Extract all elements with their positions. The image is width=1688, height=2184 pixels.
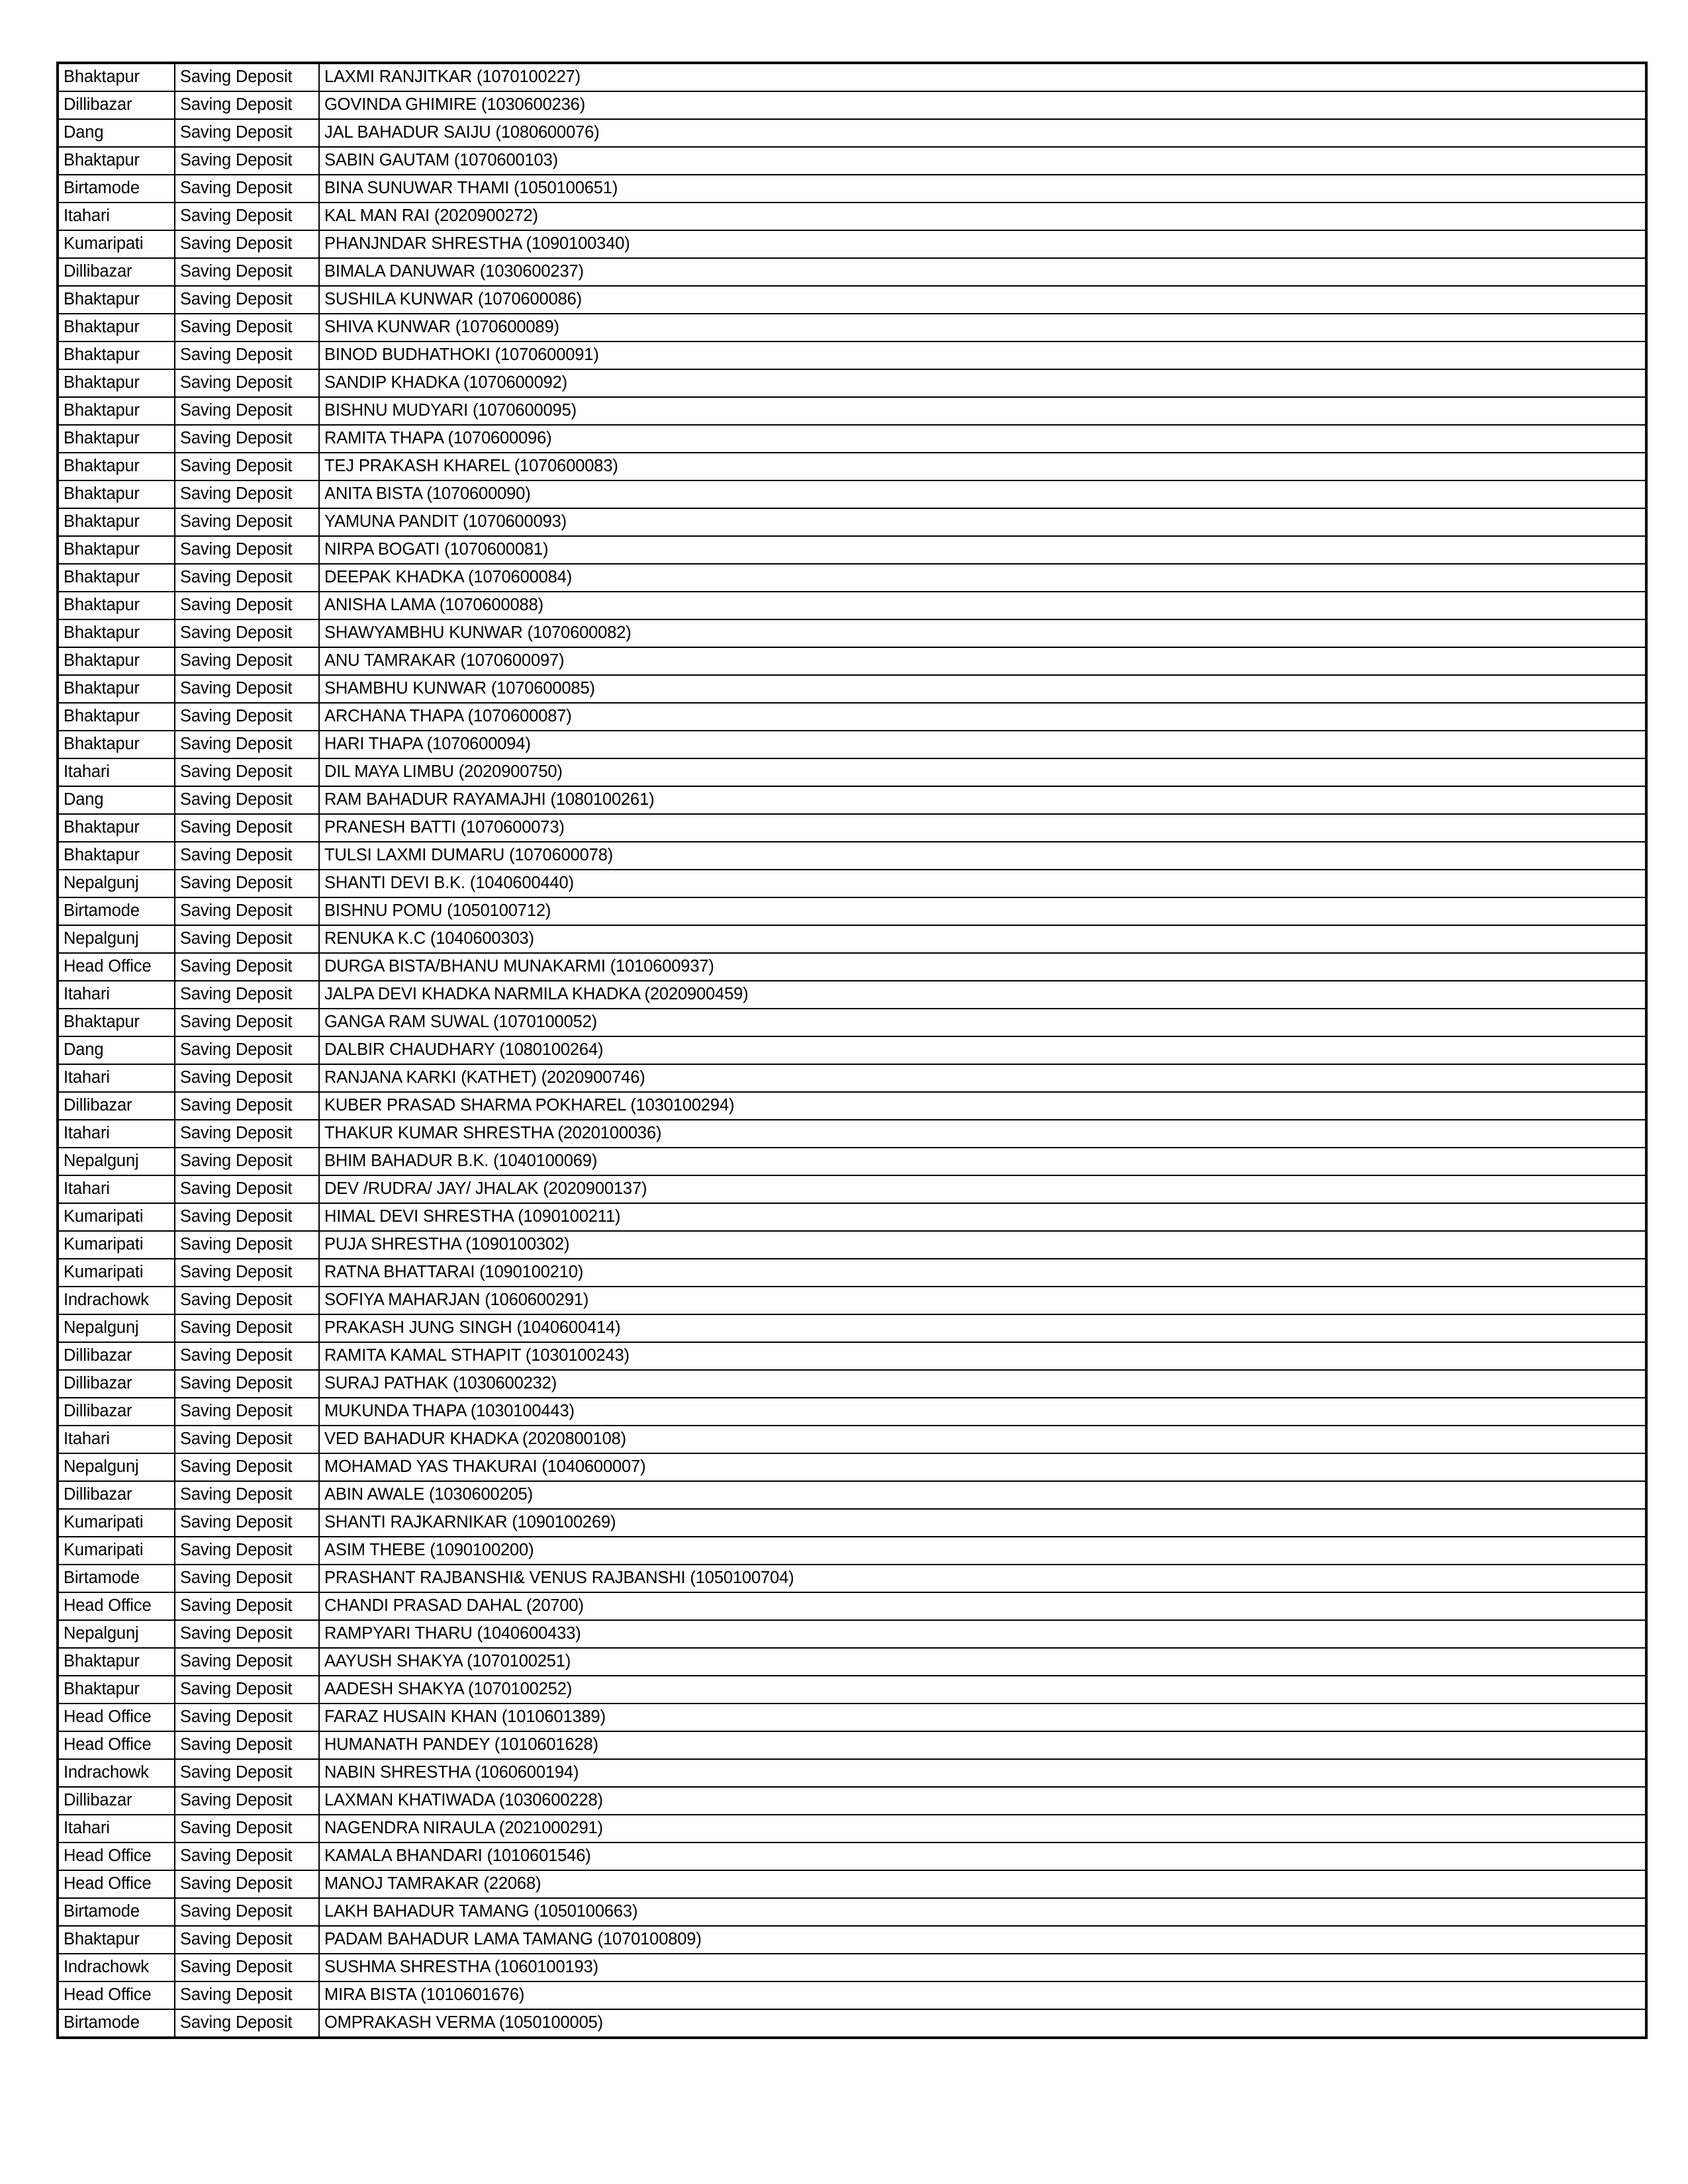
account-holder-cell: DALBIR CHAUDHARY (1080100264) [319,1036,1646,1064]
account-holder-cell: PADAM BAHADUR LAMA TAMANG (1070100809) [319,1926,1646,1954]
account-type-cell: Saving Deposit [175,1620,319,1648]
account-holder-cell: SHAWYAMBHU KUNWAR (1070600082) [319,619,1646,647]
table-row [58,1537,1646,1565]
account-type-cell: Saving Deposit [175,1981,319,2009]
table-row [58,1981,1646,2009]
table-row [58,981,1646,1009]
table-row [58,564,1646,592]
table-row [58,1398,1646,1426]
account-type-cell: Saving Deposit [175,1231,319,1259]
table-row [58,1314,1646,1342]
table-row [58,619,1646,647]
table-row [58,1231,1646,1259]
account-holder-cell: HARI THAPA (1070600094) [319,731,1646,758]
branch-cell: Itahari [58,1064,175,1092]
account-holder-cell: RAMITA THAPA (1070600096) [319,425,1646,453]
account-holder-cell: HIMAL DEVI SHRESTHA (1090100211) [319,1203,1646,1231]
account-type-cell: Saving Deposit [175,842,319,870]
table-row [58,1592,1646,1620]
table-row [58,1092,1646,1120]
account-type-cell: Saving Deposit [175,175,319,203]
account-type-cell: Saving Deposit [175,258,319,286]
branch-cell: Dillibazar [58,1398,175,1426]
branch-cell: Itahari [58,981,175,1009]
account-type-cell: Saving Deposit [175,1314,319,1342]
account-holder-cell: ARCHANA THAPA (1070600087) [319,703,1646,731]
account-type-cell: Saving Deposit [175,1731,319,1759]
table-row [58,1509,1646,1537]
table-row [58,286,1646,314]
branch-cell: Itahari [58,203,175,230]
table-row [58,203,1646,230]
account-type-cell: Saving Deposit [175,536,319,564]
account-type-cell: Saving Deposit [175,731,319,758]
account-type-cell: Saving Deposit [175,647,319,675]
branch-cell: Head Office [58,1731,175,1759]
account-type-cell: Saving Deposit [175,119,319,147]
branch-cell: Bhaktapur [58,619,175,647]
table-row [58,953,1646,981]
account-holder-cell: SHAMBHU KUNWAR (1070600085) [319,675,1646,703]
table-row [58,397,1646,425]
account-holder-cell: RENUKA K.C (1040600303) [319,925,1646,953]
account-holder-cell: DURGA BISTA/BHANU MUNAKARMI (1010600937) [319,953,1646,981]
account-holder-cell: ABIN AWALE (1030600205) [319,1481,1646,1509]
table-row [58,508,1646,536]
table-row [58,369,1646,397]
table-row [58,592,1646,619]
account-holder-cell: THAKUR KUMAR SHRESTHA (2020100036) [319,1120,1646,1148]
branch-cell: Bhaktapur [58,1676,175,1704]
branch-cell: Bhaktapur [58,564,175,592]
account-type-cell: Saving Deposit [175,758,319,786]
account-type-cell: Saving Deposit [175,203,319,230]
account-holder-cell: BHIM BAHADUR B.K. (1040100069) [319,1148,1646,1175]
table-row [58,1704,1646,1731]
branch-cell: Kumaripati [58,1537,175,1565]
branch-cell: Head Office [58,1704,175,1731]
account-holder-cell: DIL MAYA LIMBU (2020900750) [319,758,1646,786]
account-type-cell: Saving Deposit [175,703,319,731]
account-type-cell: Saving Deposit [175,1565,319,1592]
branch-cell: Birtamode [58,2009,175,2038]
table-row [58,1064,1646,1092]
branch-cell: Dillibazar [58,1342,175,1370]
account-type-cell: Saving Deposit [175,1759,319,1787]
table-row [58,675,1646,703]
branch-cell: Indrachowk [58,1287,175,1314]
table-row [58,814,1646,842]
branch-cell: Birtamode [58,1565,175,1592]
account-type-cell: Saving Deposit [175,1453,319,1481]
account-type-cell: Saving Deposit [175,1398,319,1426]
account-holder-cell: DEEPAK KHADKA (1070600084) [319,564,1646,592]
branch-cell: Itahari [58,1120,175,1148]
account-holder-cell: RATNA BHATTARAI (1090100210) [319,1259,1646,1287]
table-row [58,731,1646,758]
table-row [58,119,1646,147]
account-holders-table [56,62,1648,2039]
branch-cell: Nepalgunj [58,1453,175,1481]
account-holder-cell: PRASHANT RAJBANSHI& VENUS RAJBANSHI (1050100704) [319,1565,1646,1592]
table-row [58,341,1646,369]
table-row [58,647,1646,675]
branch-cell: Dillibazar [58,1370,175,1398]
account-type-cell: Saving Deposit [175,314,319,341]
account-type-cell: Saving Deposit [175,1926,319,1954]
table-row [58,1565,1646,1592]
branch-cell: Bhaktapur [58,397,175,425]
branch-cell: Dang [58,1036,175,1064]
account-holder-cell: TULSI LAXMI DUMARU (1070600078) [319,842,1646,870]
account-holder-cell: GANGA RAM SUWAL (1070100052) [319,1009,1646,1036]
account-type-cell: Saving Deposit [175,147,319,175]
branch-cell: Indrachowk [58,1954,175,1981]
table-row [58,314,1646,341]
account-holder-cell: SHIVA KUNWAR (1070600089) [319,314,1646,341]
account-type-cell: Saving Deposit [175,63,319,91]
account-type-cell: Saving Deposit [175,453,319,480]
table-row [58,842,1646,870]
branch-cell: Dang [58,786,175,814]
account-holder-cell: BIMALA DANUWAR (1030600237) [319,258,1646,286]
account-holder-cell: ANU TAMRAKAR (1070600097) [319,647,1646,675]
account-type-cell: Saving Deposit [175,564,319,592]
account-type-cell: Saving Deposit [175,925,319,953]
branch-cell: Bhaktapur [58,703,175,731]
branch-cell: Head Office [58,953,175,981]
branch-cell: Dillibazar [58,1481,175,1509]
account-holder-cell: YAMUNA PANDIT (1070600093) [319,508,1646,536]
branch-cell: Kumaripati [58,1231,175,1259]
account-holder-cell: PHANJNDAR SHRESTHA (1090100340) [319,230,1646,258]
table-row [58,1426,1646,1453]
table-row [58,1481,1646,1509]
branch-cell: Bhaktapur [58,314,175,341]
branch-cell: Bhaktapur [58,480,175,508]
account-holder-cell: SHANTI RAJKARNIKAR (1090100269) [319,1509,1646,1537]
account-holder-cell: NABIN SHRESTHA (1060600194) [319,1759,1646,1787]
account-holder-cell: RANJANA KARKI (KATHET) (2020900746) [319,1064,1646,1092]
account-holder-cell: LAXMI RANJITKAR (1070100227) [319,63,1646,91]
account-holder-cell: PUJA SHRESTHA (1090100302) [319,1231,1646,1259]
account-holder-cell: FARAZ HUSAIN KHAN (1010601389) [319,1704,1646,1731]
branch-cell: Birtamode [58,1898,175,1926]
account-type-cell: Saving Deposit [175,369,319,397]
account-holder-cell: JAL BAHADUR SAIJU (1080600076) [319,119,1646,147]
branch-cell: Bhaktapur [58,1926,175,1954]
table-row [58,758,1646,786]
table-row [58,786,1646,814]
branch-cell: Bhaktapur [58,842,175,870]
table-row [58,925,1646,953]
branch-cell: Nepalgunj [58,1148,175,1175]
account-type-cell: Saving Deposit [175,619,319,647]
table-row [58,1620,1646,1648]
account-holder-cell: BINOD BUDHATHOKI (1070600091) [319,341,1646,369]
table-row [58,480,1646,508]
branch-cell: Nepalgunj [58,870,175,897]
account-type-cell: Saving Deposit [175,230,319,258]
account-type-cell: Saving Deposit [175,508,319,536]
account-holder-cell: RAM BAHADUR RAYAMAJHI (1080100261) [319,786,1646,814]
branch-cell: Head Office [58,1870,175,1898]
account-holder-cell: SUSHILA KUNWAR (1070600086) [319,286,1646,314]
account-holder-cell: PRAKASH JUNG SINGH (1040600414) [319,1314,1646,1342]
account-type-cell: Saving Deposit [175,1287,319,1314]
branch-cell: Kumaripati [58,230,175,258]
account-holder-cell: VED BAHADUR KHADKA (2020800108) [319,1426,1646,1453]
account-type-cell: Saving Deposit [175,675,319,703]
table-row [58,1453,1646,1481]
branch-cell: Dillibazar [58,1787,175,1815]
account-holder-cell: BISHNU MUDYARI (1070600095) [319,397,1646,425]
account-holder-cell: ANITA BISTA (1070600090) [319,480,1646,508]
account-type-cell: Saving Deposit [175,341,319,369]
account-holder-cell: AAYUSH SHAKYA (1070100251) [319,1648,1646,1676]
account-holder-cell: MANOJ TAMRAKAR (22068) [319,1870,1646,1898]
table-row [58,1648,1646,1676]
account-type-cell: Saving Deposit [175,1537,319,1565]
branch-cell: Bhaktapur [58,536,175,564]
account-holder-cell: SOFIYA MAHARJAN (1060600291) [319,1287,1646,1314]
table-row [58,1259,1646,1287]
branch-cell: Bhaktapur [58,675,175,703]
account-type-cell: Saving Deposit [175,1064,319,1092]
account-holder-cell: AADESH SHAKYA (1070100252) [319,1676,1646,1704]
branch-cell: Bhaktapur [58,341,175,369]
account-holder-cell: SUSHMA SHRESTHA (1060100193) [319,1954,1646,1981]
account-type-cell: Saving Deposit [175,814,319,842]
table-row [58,536,1646,564]
account-type-cell: Saving Deposit [175,1259,319,1287]
table-row [58,1926,1646,1954]
account-type-cell: Saving Deposit [175,480,319,508]
account-holder-cell: SHANTI DEVI B.K. (1040600440) [319,870,1646,897]
account-type-cell: Saving Deposit [175,425,319,453]
table-row [58,175,1646,203]
account-type-cell: Saving Deposit [175,1426,319,1453]
table-row [58,1370,1646,1398]
account-type-cell: Saving Deposit [175,1509,319,1537]
branch-cell: Dillibazar [58,258,175,286]
branch-cell: Bhaktapur [58,1009,175,1036]
table-row [58,1009,1646,1036]
account-type-cell: Saving Deposit [175,1815,319,1843]
branch-cell: Kumaripati [58,1259,175,1287]
account-holder-cell: DEV /RUDRA/ JAY/ JHALAK (2020900137) [319,1175,1646,1203]
branch-cell: Bhaktapur [58,453,175,480]
branch-cell: Head Office [58,1843,175,1870]
table-row [58,258,1646,286]
branch-cell: Bhaktapur [58,647,175,675]
account-holder-cell: LAXMAN KHATIWADA (1030600228) [319,1787,1646,1815]
branch-cell: Bhaktapur [58,592,175,619]
account-type-cell: Saving Deposit [175,1120,319,1148]
branch-cell: Kumaripati [58,1509,175,1537]
account-holder-cell: ANISHA LAMA (1070600088) [319,592,1646,619]
branch-cell: Head Office [58,1592,175,1620]
table-row [58,1175,1646,1203]
account-type-cell: Saving Deposit [175,1648,319,1676]
account-type-cell: Saving Deposit [175,1009,319,1036]
table-row [58,1342,1646,1370]
account-type-cell: Saving Deposit [175,1592,319,1620]
table-row [58,1898,1646,1926]
account-holder-cell: LAKH BAHADUR TAMANG (1050100663) [319,1898,1646,1926]
account-holder-cell: KAMALA BHANDARI (1010601546) [319,1843,1646,1870]
table-row [58,1036,1646,1064]
branch-cell: Indrachowk [58,1759,175,1787]
account-holder-cell: CHANDI PRASAD DAHAL (20700) [319,1592,1646,1620]
branch-cell: Bhaktapur [58,731,175,758]
account-type-cell: Saving Deposit [175,1203,319,1231]
branch-cell: Itahari [58,758,175,786]
account-holder-cell: TEJ PRAKASH KHAREL (1070600083) [319,453,1646,480]
table-row [58,1120,1646,1148]
branch-cell: Birtamode [58,175,175,203]
account-holder-cell: MUKUNDA THAPA (1030100443) [319,1398,1646,1426]
account-type-cell: Saving Deposit [175,1092,319,1120]
branch-cell: Bhaktapur [58,63,175,91]
account-holder-cell: SABIN GAUTAM (1070600103) [319,147,1646,175]
table-row [58,1731,1646,1759]
table-row [58,1870,1646,1898]
table-row [58,91,1646,119]
table-row [58,1148,1646,1175]
account-holder-cell: GOVINDA GHIMIRE (1030600236) [319,91,1646,119]
branch-cell: Dillibazar [58,1092,175,1120]
account-type-cell: Saving Deposit [175,1175,319,1203]
branch-cell: Itahari [58,1175,175,1203]
branch-cell: Itahari [58,1815,175,1843]
branch-cell: Birtamode [58,897,175,925]
account-type-cell: Saving Deposit [175,1954,319,1981]
account-holder-cell: MIRA BISTA (1010601676) [319,1981,1646,2009]
account-type-cell: Saving Deposit [175,786,319,814]
account-type-cell: Saving Deposit [175,870,319,897]
branch-cell: Nepalgunj [58,1620,175,1648]
account-holder-cell: SURAJ PATHAK (1030600232) [319,1370,1646,1398]
branch-cell: Kumaripati [58,1203,175,1231]
account-type-cell: Saving Deposit [175,1787,319,1815]
account-type-cell: Saving Deposit [175,592,319,619]
account-holder-cell: OMPRAKASH VERMA (1050100005) [319,2009,1646,2038]
account-type-cell: Saving Deposit [175,953,319,981]
branch-cell: Head Office [58,1981,175,2009]
account-holder-cell: SANDIP KHADKA (1070600092) [319,369,1646,397]
branch-cell: Bhaktapur [58,814,175,842]
account-type-cell: Saving Deposit [175,1870,319,1898]
account-holder-cell: KUBER PRASAD SHARMA POKHAREL (1030100294) [319,1092,1646,1120]
table-row [58,1676,1646,1704]
table-row [58,703,1646,731]
branch-cell: Dillibazar [58,91,175,119]
branch-cell: Bhaktapur [58,369,175,397]
table-row [58,1759,1646,1787]
account-holder-cell: NIRPA BOGATI (1070600081) [319,536,1646,564]
table-row [58,1203,1646,1231]
table-row [58,425,1646,453]
branch-cell: Dang [58,119,175,147]
account-holder-cell: PRANESH BATTI (1070600073) [319,814,1646,842]
account-type-cell: Saving Deposit [175,1676,319,1704]
table-row [58,453,1646,480]
table-row [58,1287,1646,1314]
branch-cell: Nepalgunj [58,925,175,953]
table-row [58,1815,1646,1843]
account-holder-cell: KAL MAN RAI (2020900272) [319,203,1646,230]
table-row [58,1843,1646,1870]
branch-cell: Itahari [58,1426,175,1453]
account-type-cell: Saving Deposit [175,1148,319,1175]
branch-cell: Bhaktapur [58,147,175,175]
table-row [58,897,1646,925]
table-body [58,63,1646,2038]
table-row [58,63,1646,91]
account-type-cell: Saving Deposit [175,1036,319,1064]
branch-cell: Bhaktapur [58,1648,175,1676]
account-holder-cell: MOHAMAD YAS THAKURAI (1040600007) [319,1453,1646,1481]
table-row [58,230,1646,258]
account-type-cell: Saving Deposit [175,1843,319,1870]
account-type-cell: Saving Deposit [175,981,319,1009]
account-holder-cell: NAGENDRA NIRAULA (2021000291) [319,1815,1646,1843]
account-holder-cell: BISHNU POMU (1050100712) [319,897,1646,925]
branch-cell: Nepalgunj [58,1314,175,1342]
table-row [58,147,1646,175]
account-holder-cell: JALPA DEVI KHADKA NARMILA KHADKA (2020900459) [319,981,1646,1009]
account-holder-cell: ASIM THEBE (1090100200) [319,1537,1646,1565]
account-type-cell: Saving Deposit [175,397,319,425]
account-holder-cell: RAMPYARI THARU (1040600433) [319,1620,1646,1648]
account-holder-cell: RAMITA KAMAL STHAPIT (1030100243) [319,1342,1646,1370]
account-type-cell: Saving Deposit [175,286,319,314]
branch-cell: Bhaktapur [58,425,175,453]
account-type-cell: Saving Deposit [175,1342,319,1370]
table-row [58,1787,1646,1815]
account-type-cell: Saving Deposit [175,91,319,119]
branch-cell: Bhaktapur [58,286,175,314]
table-row [58,2009,1646,2038]
account-holder-cell: HUMANATH PANDEY (1010601628) [319,1731,1646,1759]
table-row [58,1954,1646,1981]
table-row [58,870,1646,897]
account-type-cell: Saving Deposit [175,1704,319,1731]
account-holder-cell: BINA SUNUWAR THAMI (1050100651) [319,175,1646,203]
account-type-cell: Saving Deposit [175,1370,319,1398]
branch-cell: Bhaktapur [58,508,175,536]
account-type-cell: Saving Deposit [175,2009,319,2038]
account-type-cell: Saving Deposit [175,1898,319,1926]
account-type-cell: Saving Deposit [175,897,319,925]
account-type-cell: Saving Deposit [175,1481,319,1509]
